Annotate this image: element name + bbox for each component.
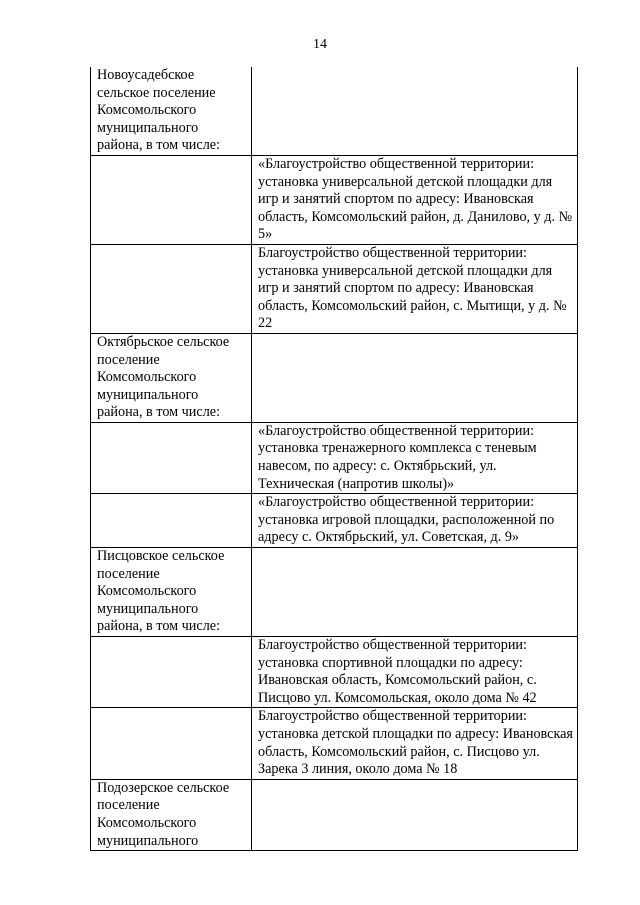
settlement-cell — [91, 779, 252, 850]
project-cell — [252, 494, 578, 548]
table-row — [91, 244, 578, 333]
settlement-name: Подозерское сельское поселение Комсомольского муниципального — [97, 779, 230, 849]
settlement-cell — [91, 244, 252, 333]
project-description: «Благоустройство общественной территории: установка игровой площадки, расположенной по адресу с. Октябрьский, ул. Советская, д. 9» — [258, 494, 555, 546]
settlement-cell — [91, 67, 252, 155]
table-row — [91, 637, 578, 708]
table-row — [91, 155, 578, 244]
project-cell — [252, 333, 578, 422]
project-cell — [252, 637, 578, 708]
project-cell — [252, 67, 578, 155]
project-description: Благоустройство общественной территории: установка универсальной детской площадки для игр и занятий спортом по адресу: Ивановская область, Комсомольский район, с. Мытищи, у д. № 22 — [258, 244, 567, 332]
settlement-name: Писцовское сельское поселение Комсомольского муниципального района, в том числе: — [97, 548, 225, 635]
table-row — [91, 67, 578, 155]
table-row — [91, 333, 578, 422]
project-description: Благоустройство общественной территории: установка детской площадки по адресу: Ивановская область, Комсомольский район, с. Писцово ул. Зарека 3 линия, около дома № 18 — [258, 708, 573, 778]
project-cell — [252, 779, 578, 850]
settlement-projects-table — [90, 67, 578, 851]
settlement-cell — [91, 548, 252, 637]
table-row — [91, 422, 578, 493]
settlement-cell — [91, 637, 252, 708]
settlement-cell — [91, 494, 252, 548]
settlement-cell — [91, 708, 252, 779]
table-row — [91, 548, 578, 637]
table-row — [91, 494, 578, 548]
settlement-cell — [91, 422, 252, 493]
project-description: Благоустройство общественной территории: установка спортивной площадки по адресу: Ивановская область, Комсомольский район, с. Писцово ул. Комсомольская, около дома № 42 — [258, 637, 537, 706]
project-cell — [252, 244, 578, 333]
settlement-name: Октябрьское сельское поселение Комсомольского муниципального района, в том числе: — [97, 333, 230, 421]
settlement-cell — [91, 333, 252, 422]
project-cell — [252, 155, 578, 244]
table-row — [91, 708, 578, 779]
project-cell — [252, 708, 578, 779]
page-number: 14 — [313, 37, 327, 52]
project-cell — [252, 548, 578, 637]
project-description: «Благоустройство общественной территории: установка универсальной детской площадки для игр и занятий спортом по адресу: Ивановская область, Комсомольский район, д. Данилово, у д. № 5» — [258, 155, 573, 243]
project-description: «Благоустройство общественной территории: установка тренажерного комплекса с теневым навесом, по адресу: с. Октябрьский, ул. Техническая (напротив школы)» — [258, 422, 537, 492]
settlement-cell — [91, 155, 252, 244]
table-row — [91, 779, 578, 850]
settlement-name: Новоусадебское сельское поселение Комсомольского муниципального района, в том числе: — [97, 67, 221, 154]
project-cell — [252, 422, 578, 493]
